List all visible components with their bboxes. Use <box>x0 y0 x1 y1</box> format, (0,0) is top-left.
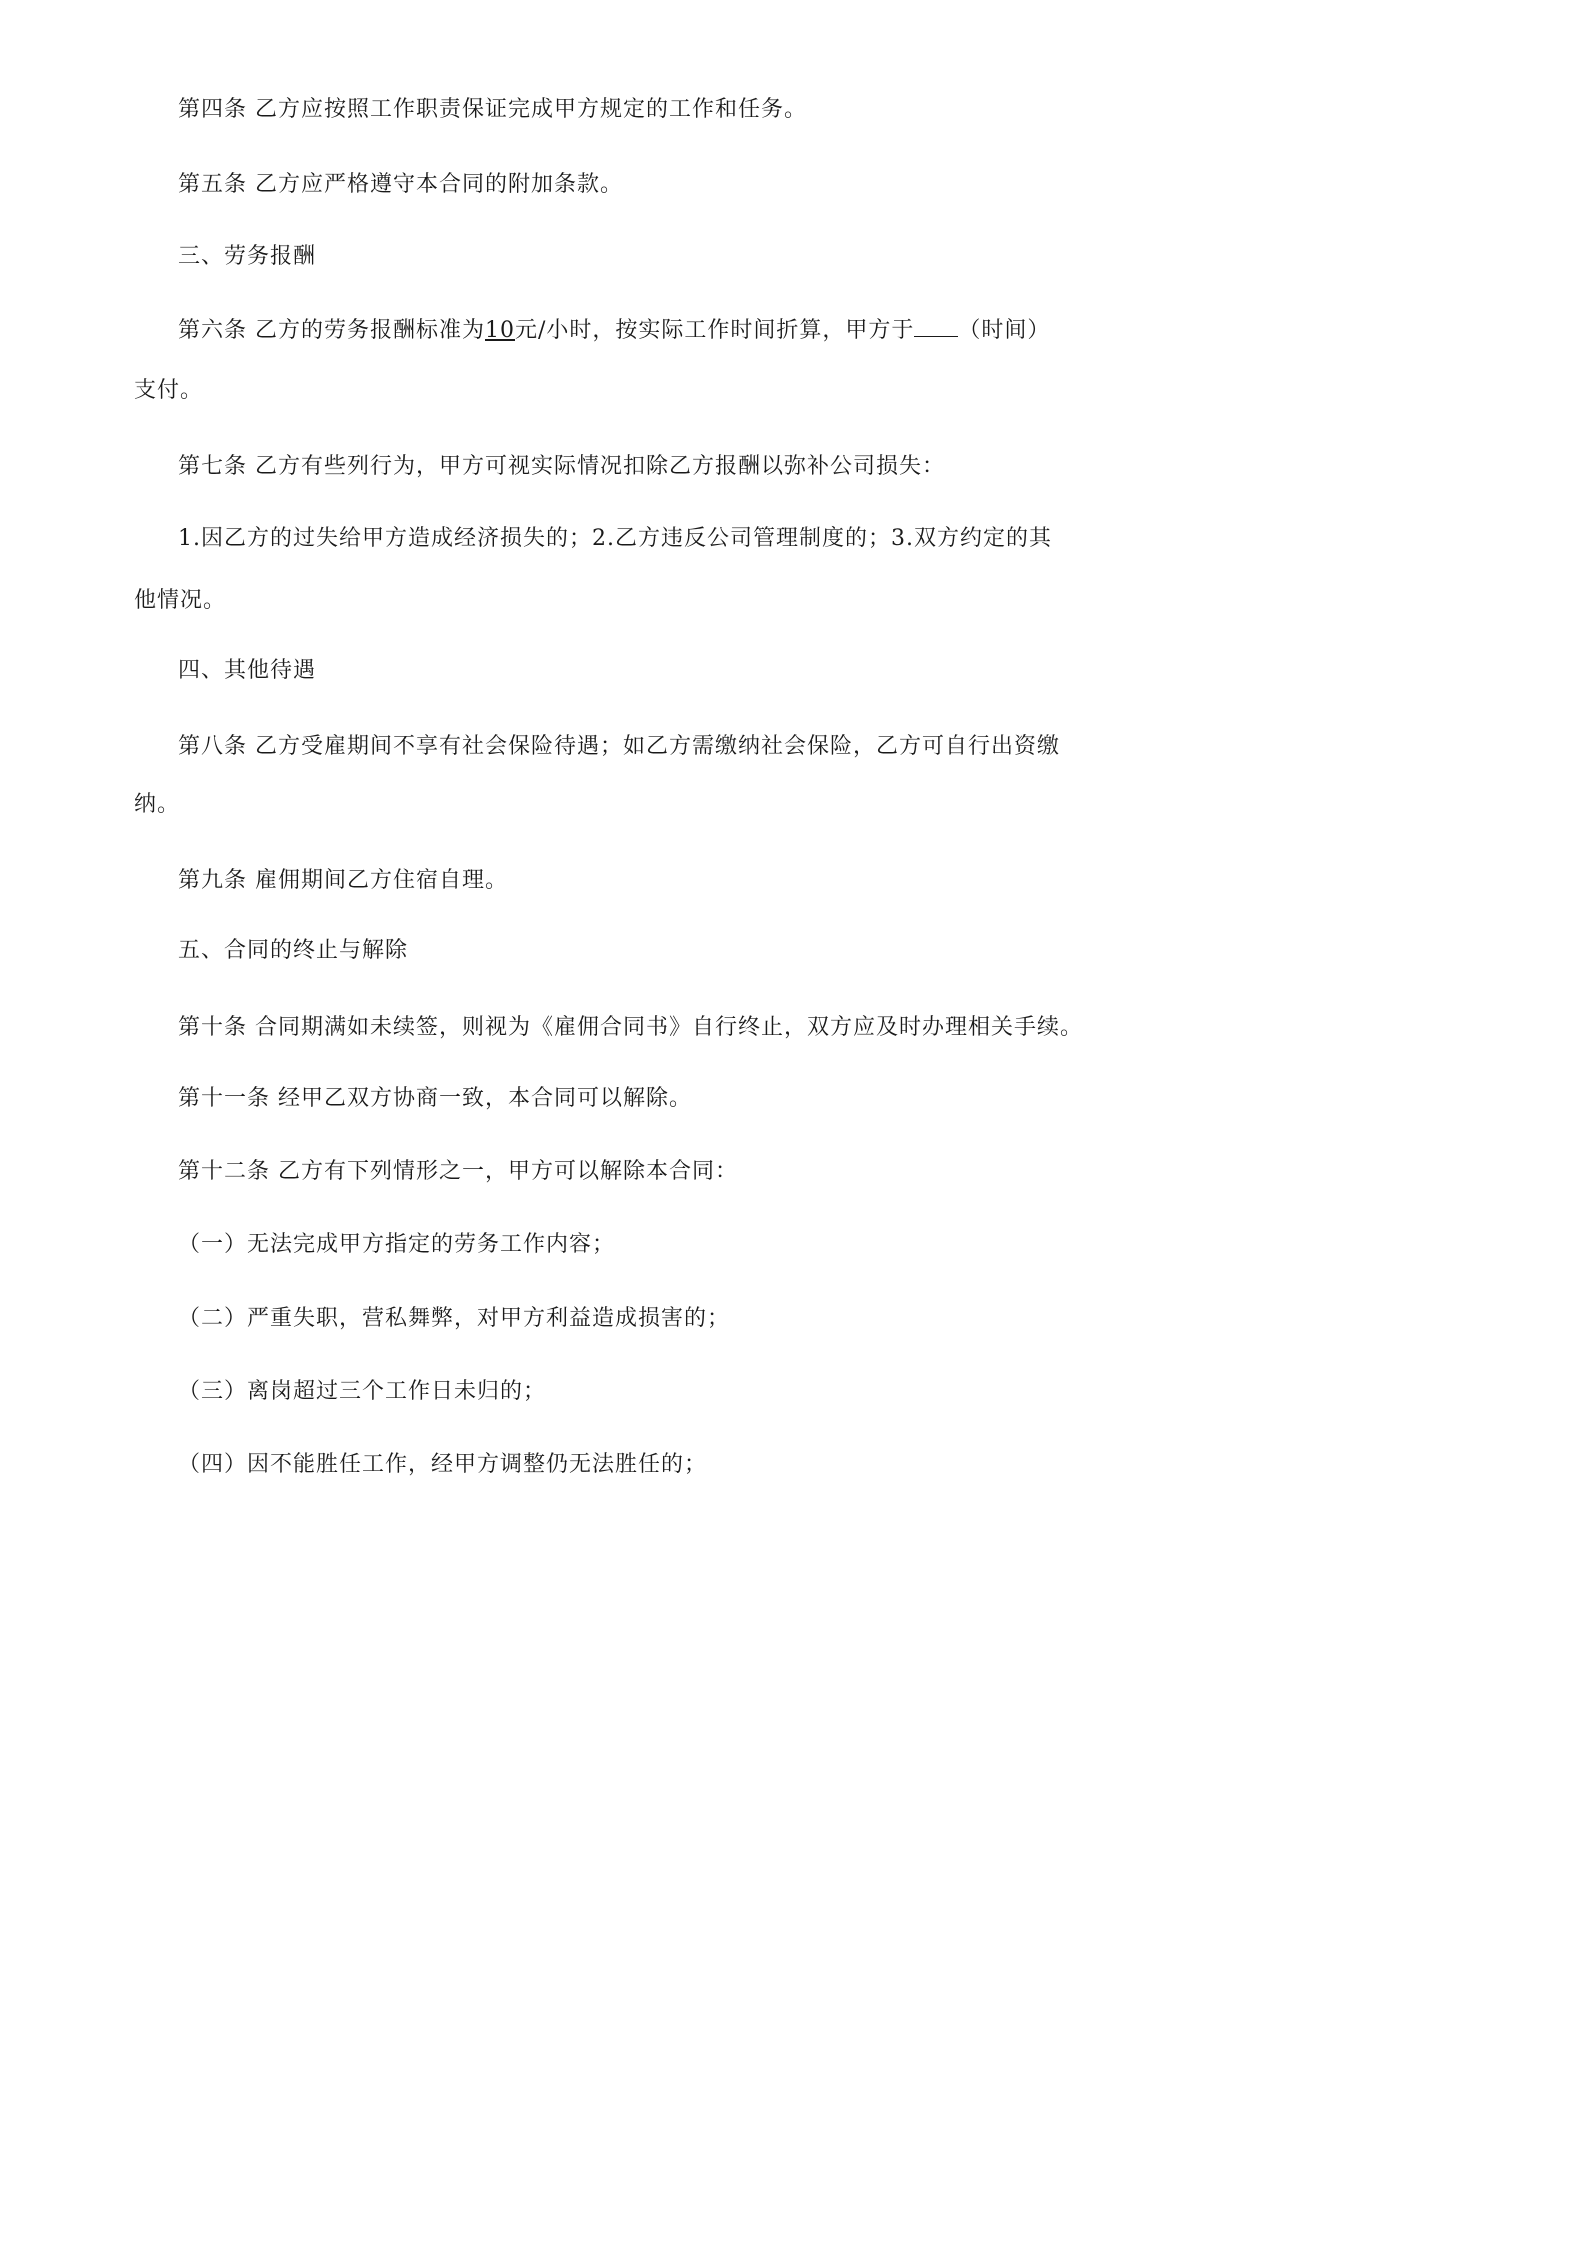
article-7: 第七条 乙方有些列行为，甲方可视实际情况扣除乙方报酬以弥补公司损失： <box>178 454 945 479</box>
article-6-time-blank <box>914 318 958 337</box>
section-heading-3: 三、劳务报酬 <box>178 244 317 269</box>
article-6-rate: 10 <box>485 318 515 343</box>
article-8-continuation: 纳。 <box>134 792 181 817</box>
article-4: 第四条 乙方应按照工作职责保证完成甲方规定的工作和任务。 <box>178 97 807 122</box>
section-heading-4: 四、其他待遇 <box>178 658 317 683</box>
article-12-item-2: （二）严重失职，营私舞弊，对甲方利益造成损害的； <box>178 1306 731 1331</box>
article-7-items-continuation: 他情况。 <box>134 588 227 613</box>
article-6-continuation: 支付。 <box>134 378 204 403</box>
section-heading-5: 五、合同的终止与解除 <box>178 938 409 963</box>
article-11: 第十一条 经甲乙双方协商一致，本合同可以解除。 <box>178 1086 692 1111</box>
document-page <box>0 0 1120 1584</box>
article-5: 第五条 乙方应严格遵守本合同的附加条款。 <box>178 172 623 197</box>
article-7-items: 1.因乙方的过失给甲方造成经济损失的；2.乙方违反公司管理制度的；3.双方约定的其 <box>178 526 1052 551</box>
article-12-item-3: （三）离岗超过三个工作日未归的； <box>178 1379 547 1404</box>
article-8: 第八条 乙方受雇期间不享有社会保险待遇；如乙方需缴纳社会保险，乙方可自行出资缴 <box>178 734 1060 759</box>
article-6-middle: 元/小时，按实际工作时间折算，甲方于 <box>515 318 915 343</box>
article-12-item-1: （一）无法完成甲方指定的劳务工作内容； <box>178 1232 616 1257</box>
article-12: 第十二条 乙方有下列情形之一，甲方可以解除本合同： <box>178 1159 738 1184</box>
article-9: 第九条 雇佣期间乙方住宿自理。 <box>178 868 508 893</box>
article-6 <box>178 316 1050 346</box>
article-12-item-4: （四）因不能胜任工作，经甲方调整仍无法胜任的； <box>178 1452 708 1477</box>
article-6-prefix: 第六条 乙方的劳务报酬标准为 <box>178 318 485 343</box>
article-10: 第十条 合同期满如未续签，则视为《雇佣合同书》自行终止，双方应及时办理相关手续。 <box>178 1015 1083 1040</box>
article-6-suffix: （时间） <box>958 318 1051 343</box>
